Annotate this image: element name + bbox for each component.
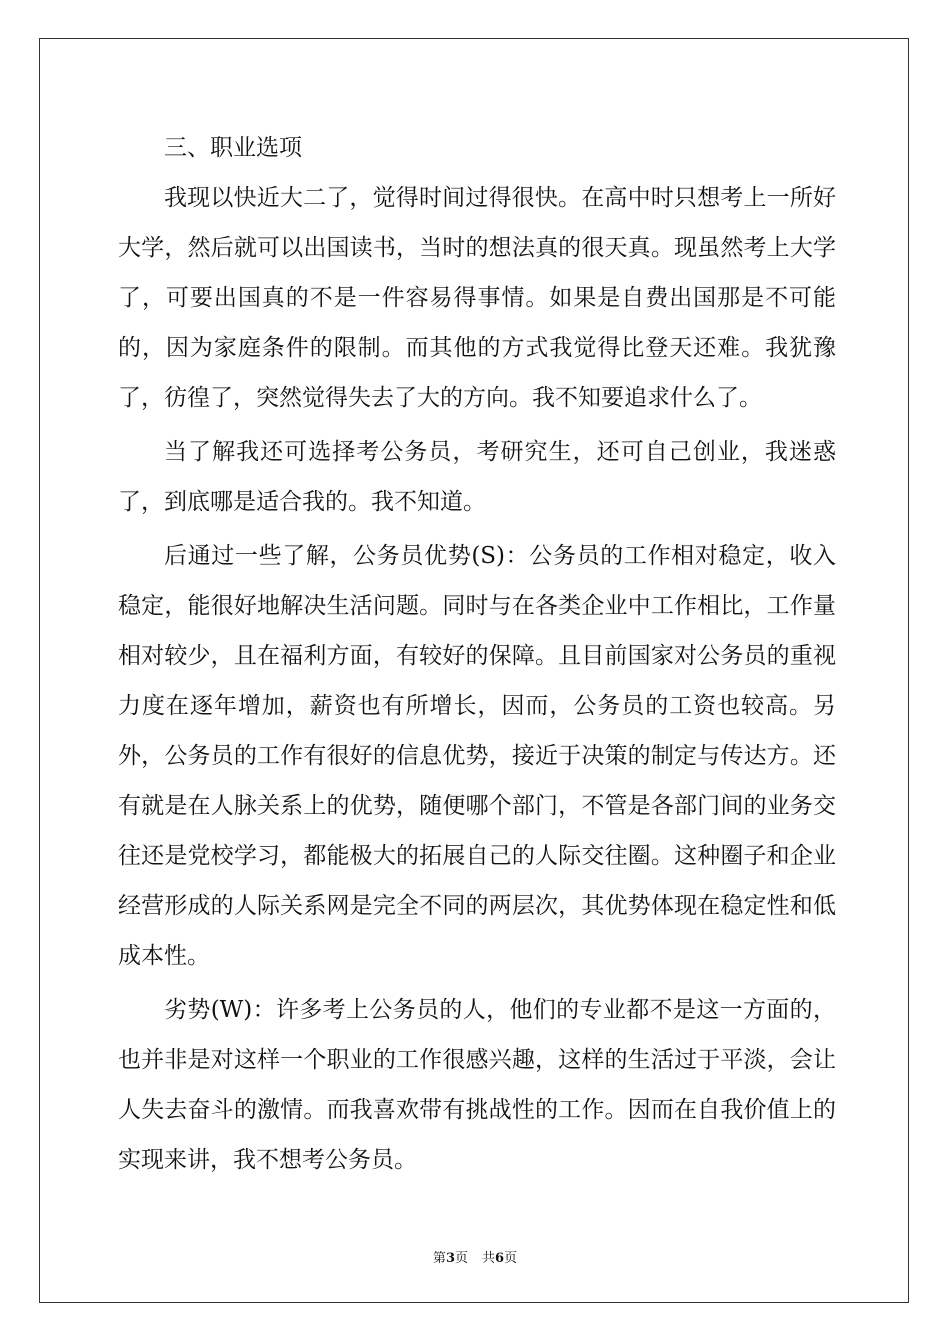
- page-footer: [0, 1247, 950, 1266]
- paragraph-2: 当了解我还可选择考公务员，考研究生，还可自己创业，我迷惑了，到底哪是适合我的。我不知道。: [118, 439, 836, 515]
- paragraph-1: 我现以快近大二了，觉得时间过得很快。在高中时只想考上一所好大学，然后就可以出国读书，当时的想法真的很天真。现虽然考上大学了，可要出国真的不是一件容易得事情。如果是自费出国那是不可能的，因为家庭条件的限制。而其他的方式我觉得比登天还难。我犹豫了，彷徨了，突然觉得失去了大的方向。我不知要追求什么了。: [118, 185, 836, 411]
- paragraph-4: 劣势(W)：许多考上公务员的人，他们的专业都不是这一方面的，也并非是对这样一个职业的工作很感兴趣，这样的生活过于平淡，会让人失去奋斗的激情。而我喜欢带有挑战性的工作。因而在自我价值上的实现来讲，我不想考公务员。: [118, 997, 836, 1173]
- page-number: 第3页: [432, 1251, 468, 1266]
- page-total: 共6页: [482, 1251, 518, 1266]
- paragraph-3: 后通过一些了解，公务员优势(S)：公务员的工作相对稳定，收入稳定，能很好地解决生活问题。同时与在各类企业中工作相比，工作量相对较少，且在福利方面，有较好的保障。且目前国家对公务员的重视力度在逐年增加，薪资也有所增长，因而，公务员的工资也较高。另外，公务员的工作有很好的信息优势，接近于决策的制定与传达方。还有就是在人脉关系上的优势，随便哪个部门，不管是各部门间的业务交往还是党校学习，都能极大的拓展自己的人际交往圈。这种圈子和企业经营形成的人际关系网是完全不同的两层次，其优势体现在稳定性和低成本性。: [118, 543, 836, 969]
- section-heading: 三、职业选项: [164, 135, 302, 161]
- document-body: [118, 123, 836, 1189]
